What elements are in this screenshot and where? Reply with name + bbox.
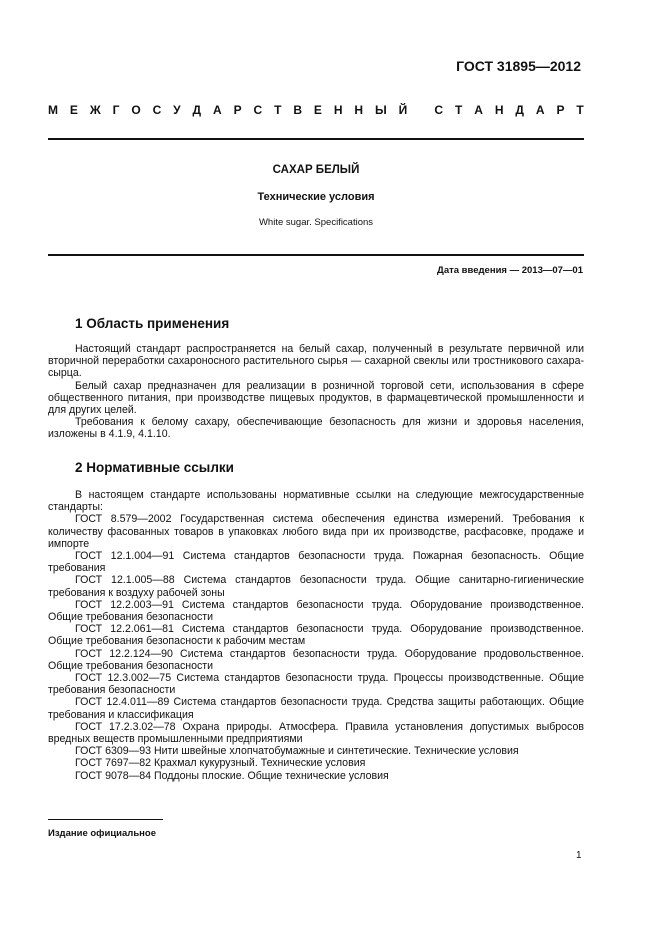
page-number: 1 xyxy=(576,850,582,861)
standard-type-letter: А xyxy=(535,103,545,117)
standard-type-letter: Н xyxy=(494,103,504,117)
normative-reference: ГОСТ 7697—82 Крахмал кукурузный. Технические условия xyxy=(75,757,366,770)
standard-type-letter: В xyxy=(293,103,302,117)
standard-type-letter: Т xyxy=(576,103,584,117)
normative-reference: ГОСТ 12.4.011—89 Система стандартов безопасности труда. Средства защиты работающих. Общие требования и классификация xyxy=(48,696,584,721)
standard-type-letter: О xyxy=(131,103,141,117)
normative-reference: ГОСТ 9078—84 Поддоны плоские. Общие технические условия xyxy=(75,769,389,782)
standard-type-letter: Н xyxy=(333,103,343,117)
normative-reference: ГОСТ 12.2.061—81 Система стандартов безопасности труда. Оборудование производственное. Общие требования безопасности к рабочим местам xyxy=(48,623,584,648)
standard-type-letter: Ж xyxy=(89,103,101,117)
standard-type-letter: Д xyxy=(515,103,524,117)
standard-type-letter: С xyxy=(253,103,263,117)
normative-reference: ГОСТ 12.2.003—91 Система стандартов безопасности труда. Оборудование производственное. Общие требования безопасности xyxy=(48,598,584,624)
document-title: САХАР БЕЛЫЙ xyxy=(272,164,360,176)
normative-intro: В настоящем стандарте использованы нормативные ссылки на следующие межгосударственные стандарты: xyxy=(48,489,584,514)
normative-reference: ГОСТ 12.1.005—88 Система стандартов безопасности труда. Общие санитарно-гигиенические требования к воздуху рабочей зоны xyxy=(48,574,584,599)
section-1-title: 1 Область применения xyxy=(75,316,230,331)
standard-type-heading xyxy=(48,103,584,117)
normative-reference: ГОСТ 12.1.004—91 Система стандартов безопасности труда. Пожарная безопасность. Общие требования xyxy=(48,550,584,575)
standard-type-letter: Р xyxy=(556,103,565,117)
standard-type-letter: Н xyxy=(354,103,364,117)
standard-type-letter: У xyxy=(173,103,181,117)
standard-type-letter: Ы xyxy=(374,103,387,117)
section-1-paragraph: Белый сахар предназначен для реализации в розничной торговой сети, использования в сфере общественного питания, при производстве пищевых продуктов, в фармацевтической промышленности и для других целей. xyxy=(48,379,584,417)
standard-type-letter: С xyxy=(434,103,444,117)
section-1-body xyxy=(48,343,584,441)
standard-type-letter: Е xyxy=(313,103,322,117)
normative-reference: ГОСТ 12.2.124—90 Система стандартов безопасности труда. Оборудование продовольственное. Общие требования безопасности xyxy=(48,647,584,672)
section-2-body xyxy=(48,489,584,782)
standard-type-letter: Д xyxy=(192,103,202,117)
standard-type-letter: С xyxy=(152,103,162,117)
document-subtitle: Технические условия xyxy=(257,191,375,203)
standard-type-letter: А xyxy=(212,103,222,117)
standard-type-letter: Й xyxy=(398,103,408,117)
standard-type-letter: Е xyxy=(69,103,78,117)
normative-reference: ГОСТ 6309—93 Нити швейные хлопчатобумажные и синтетические. Технические условия xyxy=(75,745,519,758)
standard-type-letter: Г xyxy=(112,103,120,117)
normative-reference: ГОСТ 8.579—2002 Государственная система обеспечения единства измерений. Требования к количеству фасованных товаров в упаковках любого вида при их производстве, расфасовке, продаже и импорте xyxy=(48,513,584,550)
section-1-paragraph: Настоящий стандарт распространяется на белый сахар, полученный в результате первичной или вторичной переработки сахароносного растительного сырья — сахарной свеклы или тростникового сахара-сырца. xyxy=(48,343,584,380)
standard-type-letter: А xyxy=(474,103,483,117)
standard-number: ГОСТ 31895—2012 xyxy=(456,58,581,74)
standard-type-letter: Т xyxy=(274,103,282,117)
section-1-paragraph: Требования к белому сахару, обеспечивающие безопасность для жизни и здоровья населения, изложены в 4.1.9, 4.1.10. xyxy=(48,416,584,441)
header-divider xyxy=(48,138,584,140)
title-divider xyxy=(48,254,584,256)
standard-type-letter: М xyxy=(48,103,58,117)
normative-reference: ГОСТ 17.2.3.02—78 Охрана природы. Атмосфера. Правила установления допустимых выбросов вредных веществ промышленными предприятиями xyxy=(48,720,584,746)
standard-type-letter: Р xyxy=(233,103,242,117)
edition-label: Издание официальное xyxy=(48,828,156,839)
standard-type-letter: Т xyxy=(454,103,463,117)
document-title-english: White sugar. Specifications xyxy=(258,217,374,228)
introduction-date: Дата введения — 2013—07—01 xyxy=(437,265,583,276)
normative-reference: ГОСТ 12.3.002—75 Система стандартов безопасности труда. Процессы производственные. Общие требования безопасности xyxy=(48,672,584,697)
footer-divider xyxy=(48,819,163,820)
section-2-title: 2 Нормативные ссылки xyxy=(75,460,234,475)
standard-type-letter xyxy=(419,103,422,117)
